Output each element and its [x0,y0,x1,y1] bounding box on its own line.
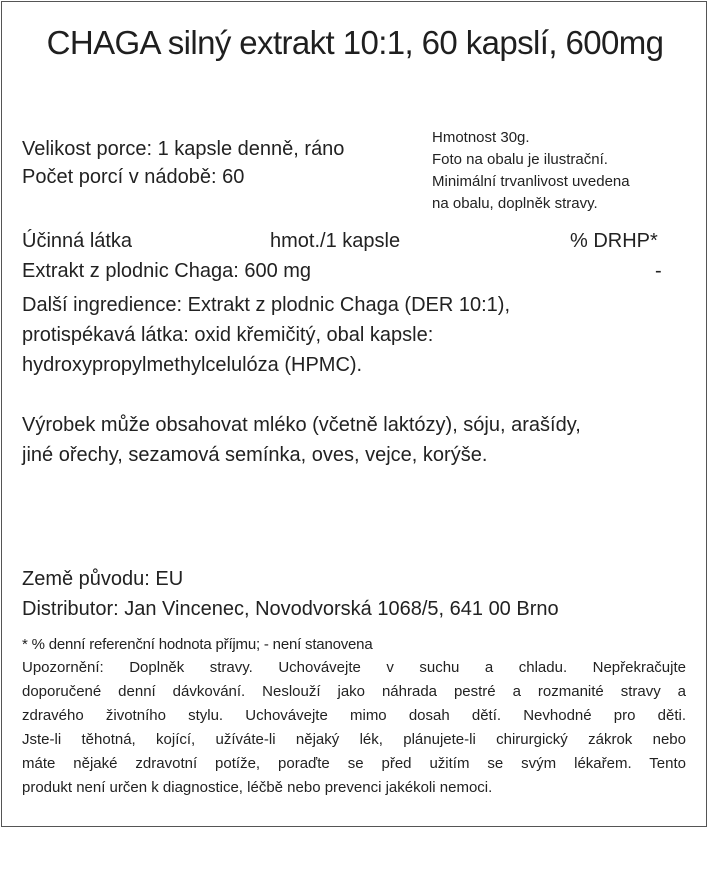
supplement-note: na obalu, doplněk stravy. [432,195,598,212]
net-weight: Hmotnost 30g. [432,129,530,146]
table-header-amount: hmot./1 kapsle [270,230,401,252]
ingredients-line: protispékavá látka: oxid křemičitý, obal kapsle: [22,324,434,346]
allergens-line: Výrobek může obsahovat mléko (včetně laktózy), sóju, arašídy, [22,414,581,436]
ingredients-line: hydroxypropylmethylcelulóza (HPMC). [22,354,363,376]
warning-line: doporučené denní dávkování. Neslouží jako náhrada pestré a rozmanité stravy a [22,683,686,700]
warning-line: Upozornění: Doplněk stravy. Uchovávejte v suchu a chladu. Nepřekračujte [22,659,686,676]
warning-line: máte nějaké zdravotní potíže, poraďte se před užitím se svým lékařem. Tento [22,755,686,772]
table-cell-drhp: - [655,260,662,282]
footnote: * % denní referenční hodnota příjmu; - není stanovena [22,636,373,653]
table-header-substance: Účinná látka [22,230,133,252]
distributor: Distributor: Jan Vincenec, Novodvorská 1068/5, 641 00 Brno [22,598,559,620]
servings-count: Počet porcí v nádobě: 60 [22,166,245,188]
product-title: CHAGA silný extrakt 10:1, 60 kapslí, 600mg [46,24,664,61]
ingredients-text [22,290,682,380]
warning-text [22,656,686,800]
country-of-origin: Země původu: EU [22,568,184,590]
serving-info [22,135,344,191]
table-cell-extract: Extrakt z plodnic Chaga: 600 mg [22,260,312,282]
origin-info [22,564,559,624]
allergens-line: jiné ořechy, sezamová semínka, oves, vejce, korýše. [22,444,488,466]
warning-line: produkt není určen k diagnostice, léčbě nebo prevenci jakékoli nemoci. [22,779,493,796]
serving-size: Velikost porce: 1 kapsle denně, ráno [22,138,345,160]
photo-note: Foto na obalu je ilustrační. [432,151,608,168]
product-label [1,1,707,827]
warning-line: zdravého životního stylu. Uchovávejte mimo dosah dětí. Nevhodné pro děti. [22,707,686,724]
package-meta [432,127,630,215]
allergens-text [22,410,692,470]
ingredients-line: Další ingredience: Extrakt z plodnic Chaga (DER 10:1), [22,294,511,316]
warning-line: Jste-li těhotná, kojící, užíváte-li nějaký lék, plánujete-li chirurgický zákrok nebo [22,731,686,748]
shelf-life-note: Minimální trvanlivost uvedena [432,173,630,190]
table-header-drhp: % DRHP* [570,230,658,252]
